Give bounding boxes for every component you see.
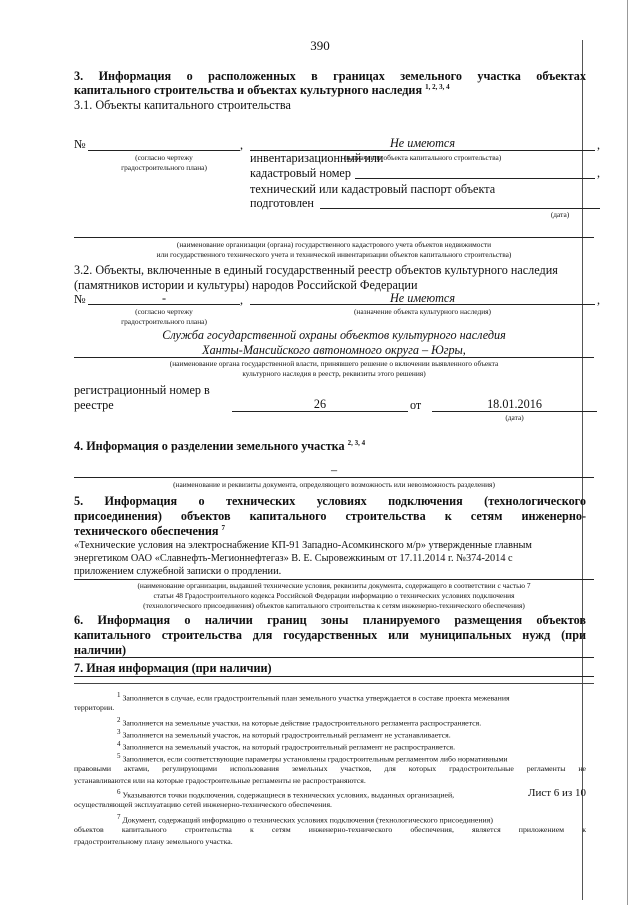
s32-reg-2: реестре (74, 398, 114, 412)
s32-reg-number: 26 (313, 397, 327, 411)
s5-title-2: присоединения) объектов капитального строительства к сетям инженерно- (74, 509, 586, 523)
s4-line (74, 477, 594, 478)
s31-inv-2: кадастровый номер (250, 166, 351, 180)
s6-title-3: наличии) (74, 643, 127, 657)
s5-cap-2: статьи 48 Градостроительного кодекса Российской Федерации информацию о технических условиях подключения (153, 591, 515, 600)
footnote-1b: территории. (74, 703, 115, 712)
footnote-6a: $^6$ Указываются точки подключения, содержащиеся в технических условиях, выданных организацией, (117, 788, 455, 800)
s5-text-3: приложением служебной записки о продлении. (74, 566, 282, 577)
footnote-7b: объектов капитального строительства к сетям инженерно-технического обеспечения, является приложением к (74, 825, 586, 834)
s31-cap-obj: (назначение объекта капитального строительства) (343, 153, 502, 162)
s32-no-value: - (161, 291, 167, 305)
s31-cap-date: (дата) (550, 210, 570, 219)
footnote-4: $^4$ Заполняется на земельный участок, на который градостроительный регламент не распространяется. (117, 740, 456, 752)
footnote-6b: осуществляющей эксплуатацию сетей инженерно-технического обеспечения. (74, 800, 333, 809)
s7-title: 7. Иная информация (при наличии) (74, 661, 272, 675)
s5-title-3: технического обеспечения $^7$ (74, 524, 226, 539)
footnote-1a: $^1$ Заполняется в случае, если градостроительный план земельного участка утверждается в составе проекта межевания (117, 691, 510, 703)
s32-cap-obj: (назначение объекта культурного наследия) (353, 307, 492, 316)
footnote-5c: устанавливаются или на которые градостроительные регламенты не распространяются. (74, 776, 366, 785)
footnote-7a: $^7$ Документ, содержащий информацию о технических условиях подключения (технологического присоединения) (117, 813, 493, 825)
s31-no-label: № (74, 137, 86, 151)
s7-line (74, 676, 594, 677)
s32-authority-2: Ханты-Мансийского автономного округа – Югры, (202, 343, 466, 357)
s32-comma-2: , (597, 293, 601, 307)
s5-title-1: 5. Информация о технических условиях подключения (технологического (74, 494, 586, 508)
s32-comma-1: , (240, 293, 244, 307)
s31-heading: 3.1. Объекты капитального строительства (74, 98, 291, 112)
s5-cap-1: (наименование организации, выдавшей технические условия, реквизиты документа, содержащего в соответствии с частью 7 (137, 581, 531, 590)
s32-cap-plan-1: (согласно чертежу (135, 307, 193, 316)
s31-cap-plan-1: (согласно чертежу (135, 153, 193, 162)
s31-inv-1: инвентаризационный или (250, 151, 384, 165)
page-number: 390 (310, 38, 330, 53)
footnote-3: $^3$ Заполняется на земельный участок, на который градостроительный регламент не устанавливается. (117, 728, 451, 740)
s32-authority-line (74, 357, 594, 358)
s31-cap-org-1: (наименование организации (органа) государственного кадастрового учета объектов недвижимости (176, 240, 492, 249)
s6-title-1: 6. Информация о наличии границ зоны планируемого размещения объектов (74, 613, 586, 627)
s32-no-label: № (74, 292, 86, 306)
s32-reg-date: 18.01.2016 (487, 397, 542, 411)
s32-heading-2: (памятников истории и культуры) народов Российской Федерации (74, 278, 418, 292)
s32-reg-number-line (232, 411, 408, 412)
s5-cap-3: (технологического присоединения) объектов капитального строительства к сетям инженерно-технического обеспечения) (143, 601, 525, 610)
s31-tech-2: подготовлен (250, 196, 314, 210)
s4-title: 4. Информация о разделении земельного участка $^{2, 3, 4}$ (74, 439, 366, 454)
s31-no-line (88, 150, 240, 151)
s32-reg-1: регистрационный номер в (74, 383, 210, 397)
footnote-7c: градостроительному плану земельного участка. (74, 837, 233, 846)
s31-value: Не имеются (389, 136, 455, 150)
footnote-5a: $^5$ Заполняется, если соответствующие параметры установлены градостроительным регламентом либо нормативными (117, 752, 508, 764)
s3-title-line1: 3. Информация о расположенных в границах земельного участка объектах (74, 69, 586, 83)
footnote-2: $^2$ Заполняется на земельные участки, на которые действие градостроительного регламента распространяется. (117, 716, 482, 728)
s31-comma-1: , (240, 138, 244, 152)
s31-cap-plan-2: градостроительного плана) (121, 163, 207, 172)
footnote-separator (74, 683, 594, 684)
s32-heading-1: 3.2. Объекты, включенные в единый государственный реестр объектов культурного наследия (74, 263, 558, 277)
s32-value: Не имеются (389, 291, 455, 305)
s32-cap-plan-2: градостроительного плана) (121, 317, 207, 326)
scan-edge-line-outer (627, 0, 628, 905)
s31-tech-line (320, 208, 600, 209)
s31-org-line (74, 237, 594, 238)
s32-authority-1: Служба государственной охраны объектов культурного наследия (162, 328, 506, 342)
s5-text-1: «Технические условия на электроснабжение КП-91 Западно-Асомкинского м/р» утвержденные главным (74, 540, 532, 551)
s31-comma-3: , (597, 166, 601, 180)
s31-cap-org-2: или государственного технического учета и технической инвентаризации объектов капитального строительства) (156, 250, 512, 259)
s5-line (74, 579, 594, 580)
s3-title-line2: капитального строительства и объектах культурного наследия $^{1, 2, 3, 4}$ (74, 83, 450, 98)
s4-cap: (наименование и реквизиты документа, определяющего возможность или невозможность разделения) (173, 480, 495, 489)
s6-title-2: капитального строительства для государственных или муниципальных нужд (при (74, 628, 586, 642)
s32-reg-date-line (432, 411, 597, 412)
s6-line (74, 657, 594, 658)
s32-value-line (250, 304, 595, 305)
s31-tech-1: технический или кадастровый паспорт объекта (250, 182, 496, 196)
footnote-5b: правовыми актами, регулирующими использования земельных участков, для которых градостроительные регламенты не (74, 764, 586, 773)
s31-comma-2: , (597, 138, 601, 152)
s32-no-line (88, 304, 240, 305)
s32-cap-authority-1: (наименование органа государственной власти, принявшего решение о включении выявленного объекта (169, 359, 499, 368)
s32-from-label: от (410, 398, 422, 412)
s32-cap-authority-2: культурного наследия в реестр, реквизиты этого решения) (242, 369, 426, 378)
s31-inv-line (355, 178, 595, 179)
sheet-overlay: Лист 6 из 10 (528, 787, 587, 799)
s32-cap-date: (дата) (505, 413, 524, 422)
s4-value: – (330, 463, 338, 477)
s5-text-2: энергетиком ОАО «Славнефть-Мегионнефтегаз» В. Е. Сыровежкиным от 17.11.2014 г. №374-2014 с (74, 553, 513, 564)
